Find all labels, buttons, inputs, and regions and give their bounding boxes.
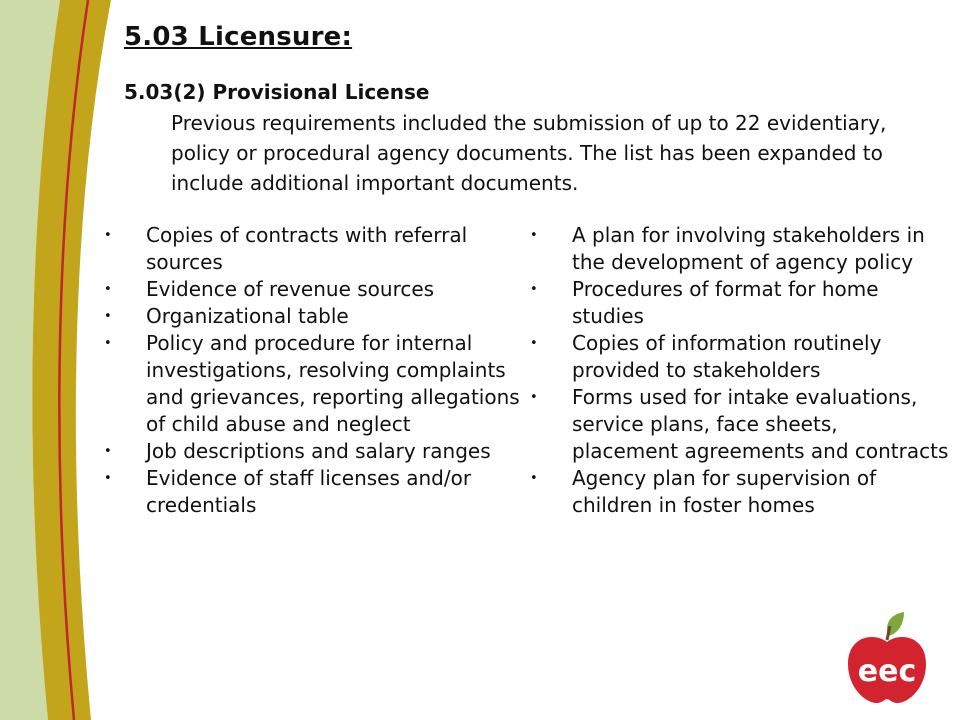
left-bullet-list bbox=[104, 222, 524, 519]
logo-text: eec bbox=[857, 654, 917, 689]
list-item: • Evidence of staff licenses and/or credentials bbox=[104, 465, 524, 519]
eec-apple-logo bbox=[844, 610, 930, 706]
list-item: • Policy and procedure for internal investigations, resolving complaints and grievances, reporting allegations of child abuse and neglect bbox=[104, 330, 524, 438]
right-bullet-list bbox=[530, 222, 950, 519]
list-item: • Forms used for intake evaluations, service plans, face sheets, placement agreements and contracts bbox=[530, 384, 950, 465]
list-item: • Agency plan for supervision of children in foster homes bbox=[530, 465, 950, 519]
list-item: • Procedures of format for home studies bbox=[530, 276, 950, 330]
list-item: • Organizational table bbox=[104, 303, 524, 330]
list-item: • Copies of contracts with referral sources bbox=[104, 222, 524, 276]
slide-subtitle: 5.03(2) Provisional License bbox=[124, 80, 430, 104]
list-item: • Job descriptions and salary ranges bbox=[104, 438, 524, 465]
list-item: • Evidence of revenue sources bbox=[104, 276, 524, 303]
list-item: • Copies of information routinely provided to stakeholders bbox=[530, 330, 950, 384]
list-item: • A plan for involving stakeholders in the development of agency policy bbox=[530, 222, 950, 276]
intro-paragraph: Previous requirements included the submission of up to 22 evidentiary, policy or procedural agency documents. The list has been expanded to include additional important documents. bbox=[171, 111, 887, 195]
slide-title: 5.03 Licensure: bbox=[124, 22, 353, 52]
